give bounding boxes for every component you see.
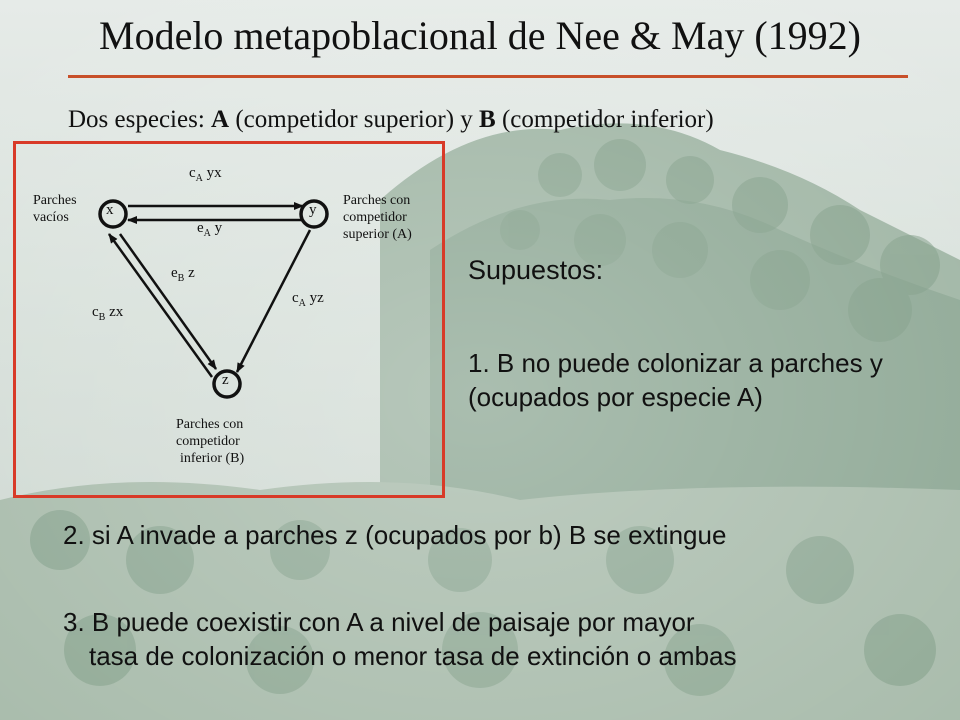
species-b-label: B	[479, 106, 496, 133]
title-underline	[68, 75, 908, 78]
assumptions-heading: Supuestos:	[468, 255, 604, 285]
node-y-label-line3: superior (A)	[343, 227, 412, 242]
page-title: Modelo metapoblacional de Nee & May (1992)	[99, 13, 861, 58]
species-a-label: A	[211, 106, 230, 133]
node-z-label-line2: competidor	[176, 434, 240, 449]
assumption-1: 1. B no puede colonizar a parches y (ocupados por especie A)	[468, 348, 883, 412]
assumption-2: 2. si A invade a parches z (ocupados por b) B se extingue	[63, 520, 727, 550]
arrow-z-to-x	[109, 234, 212, 377]
species-a-description: (competidor superior) y	[229, 106, 480, 133]
node-y-label-line2: competidor	[343, 210, 407, 225]
species-b-description: (competidor inferior)	[495, 106, 714, 133]
node-y-label	[343, 192, 412, 243]
node-z-label-line3: inferior (B)	[180, 451, 245, 466]
assumption-3	[63, 605, 737, 673]
assumption-3-line2: tasa de colonización o menor tasa de extinción o ambas	[89, 641, 737, 671]
node-y-symbol: y	[309, 202, 317, 218]
edge-label-eA-y: $e_A$ y	[197, 220, 223, 239]
arrow-x-to-z	[120, 234, 216, 369]
node-x-label-line2: vacíos	[33, 210, 69, 225]
node-z-label-line1: Parches con	[176, 417, 244, 432]
edge-label-eB-z: $e_B$ z	[171, 265, 195, 284]
node-x-label	[33, 192, 77, 226]
subtitle	[68, 106, 714, 134]
node-x-symbol: x	[106, 202, 114, 218]
assumption-3-line1: 3. B puede coexistir con A a nivel de paisaje por mayor	[63, 607, 695, 637]
node-z-label	[176, 416, 244, 467]
edge-label-cA-yx: $c_A$ yx	[189, 165, 222, 184]
edge-label-cB-zx: $c_B$ zx	[92, 304, 124, 323]
diagram-frame	[13, 141, 445, 498]
node-y-label-line1: Parches con	[343, 193, 411, 208]
subtitle-prefix: Dos especies:	[68, 106, 212, 133]
edge-label-cA-yz: $c_A$ yz	[292, 290, 324, 309]
node-z-symbol: z	[222, 372, 229, 388]
node-x-label-line1: Parches	[33, 193, 77, 208]
